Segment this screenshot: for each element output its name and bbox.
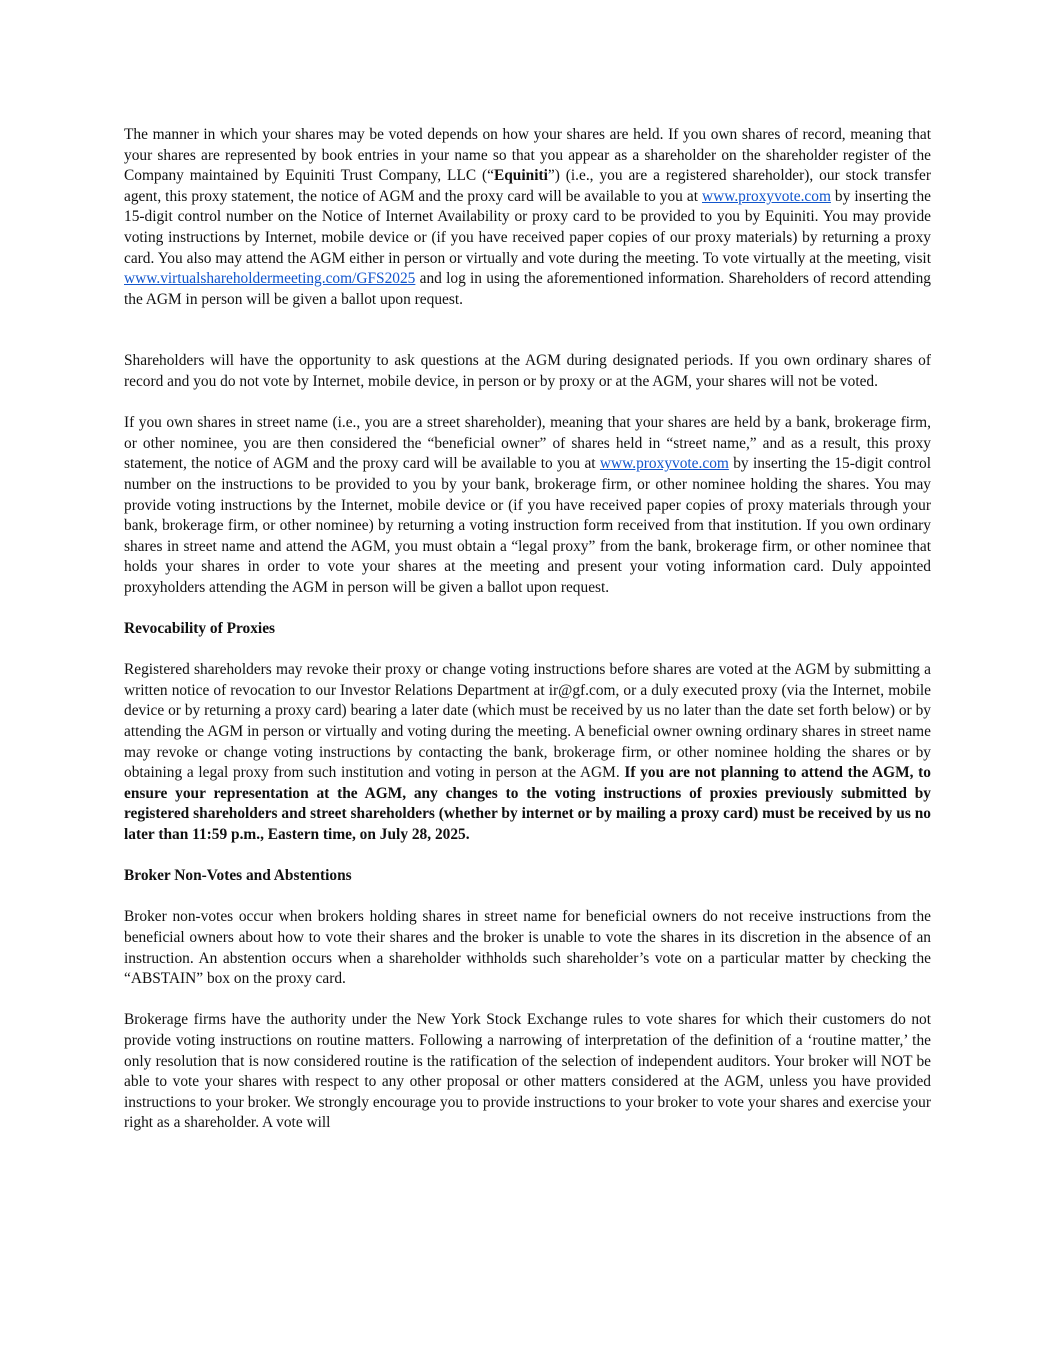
spacer: [124, 990, 931, 1011]
spacer: [124, 310, 931, 351]
spacer: [124, 598, 931, 619]
document-body: [124, 125, 931, 1134]
paragraph-revocation: Registered shareholders may revoke their proxy or change voting instructions before shares are voted at the AGM by submitting a written notice of revocation to our Investor Relations Department at ir@gf.com, or a duly executed proxy (via the Internet, mobile device or by returning a proxy card) bearing a later date (which must be received by us no later than the date set forth below) or by attending the AGM in person or virtually and voting during the meeting. A beneficial owner owning ordinary shares in street name may revoke or change voting instructions by contacting the bank, brokerage firm, or other nominee holding the shares or by obtaining a legal proxy from such institution and voting in person at the AGM. If you are not planning to attend the AGM, to ensure your representation at the AGM, any changes to the voting instructions of proxies previously submitted by registered shareholders and street shareholders (whether by internet or by mailing a proxy card) must be received by us no later than 11:59 p.m., Eastern time, on July 28, 2025.: [124, 661, 931, 843]
spacer: [124, 846, 931, 867]
spacer: [124, 887, 931, 908]
paragraph-questions: Shareholders will have the opportunity to ask questions at the AGM during designated periods. If you own ordinary shares of record and you do not vote by Internet, mobile device, in person or by proxy or at the AGM, your shares will not be voted.: [124, 352, 931, 390]
heading-broker-non-votes: Broker Non-Votes and Abstentions: [124, 867, 352, 885]
equiniti-term: Equiniti: [493, 167, 548, 185]
heading-revocability: Revocability of Proxies: [124, 620, 276, 638]
spacer: [124, 640, 931, 661]
paragraph-street-name: If you own shares in street name (i.e., you are a street shareholder), meaning that your shares are held by a bank, brokerage firm, or other nominee, you are then considered the “beneficial owner” of shares held in “street name,” and as a result, this proxy statement, the notice of AGM and the proxy card will be available to you at www.proxyvote.com by inserting the 15-digit control number on the instructions to be provided to you by your bank, brokerage firm, or other nominee holding the shares. You may provide voting instructions by the Internet, mobile device or (if you have received paper copies of proxy materials through your bank, brokerage firm, or other nominee) by returning a voting instruction form received from that institution. If you own ordinary shares in street name and attend the AGM, you must obtain a “legal proxy” from the bank, brokerage firm, or other nominee that holds your shares in order to vote your shares at the meeting and present your voting information card. Duly appointed proxyholders attending the AGM in person will be given a ballot upon request.: [124, 414, 931, 596]
paragraph-shares-of-record: The manner in which your shares may be voted depends on how your shares are held. If you own shares of record, meaning that your shares are represented by book entries in your name so that you appear as a shareholder on the shareholder register of the Company maintained by Equiniti Trust Company, LLC (“Equiniti”) (i.e., you are a registered shareholder), our stock transfer agent, this proxy statement, the notice of AGM and the proxy card will be available to you at www.proxyvote.com by inserting the 15-digit control number on the Notice of Internet Availability or proxy card to be provided to you by Equiniti. You may provide voting instructions by Internet, mobile device or (if you have received paper copies of our proxy materials) by returning a proxy card. You also may attend the AGM either in person or virtually and vote during the meeting. To vote virtually at the meeting, visit www.virtualshareholdermeeting.com/GFS2025 and log in using the aforementioned information. Shareholders of record attending the AGM in person will be given a ballot upon request.: [124, 126, 931, 308]
paragraph-brokerage-authority: Brokerage firms have the authority under the New York Stock Exchange rules to vote shares for which their customers do not provide voting instructions on routine matters. Following a narrowing of interpretation of the definition of a ‘routine matter,’ the only resolution that is now considered routine is the ratification of the selection of independent auditors. Your broker will NOT be able to vote your shares with respect to any other proposal or other matters considered at the AGM, unless you have provided instructions to your broker. We strongly encourage you to provide instructions to your broker to vote your shares and exercise your right as a shareholder. A vote will: [124, 1011, 931, 1132]
proxyvote-link[interactable]: www.proxyvote.com: [701, 187, 831, 205]
virtual-meeting-link[interactable]: www.virtualshareholdermeeting.com/GFS2025: [124, 270, 416, 288]
paragraph-broker-non-votes: Broker non-votes occur when brokers holding shares in street name for beneficial owners do not receive instructions from the beneficial owners about how to vote their shares and the broker is unable to vote the shares in its discretion in the absence of an instruction. An abstention occurs when a shareholder withholds such shareholder’s vote on a particular matter by checking the “ABSTAIN” box on the proxy card.: [124, 908, 931, 988]
spacer: [124, 393, 931, 414]
revocation-deadline-notice: If you are not planning to attend the AGM, to ensure your representation at the AGM, any changes to the voting instructions of proxies previously submitted by registered shareholders and street shareholders (whether by internet or by mailing a proxy card) must be received by us no later than 11:59 p.m., Eastern time, on July 28, 2025.: [124, 764, 931, 843]
proxyvote-link-2[interactable]: www.proxyvote.com: [599, 455, 729, 473]
